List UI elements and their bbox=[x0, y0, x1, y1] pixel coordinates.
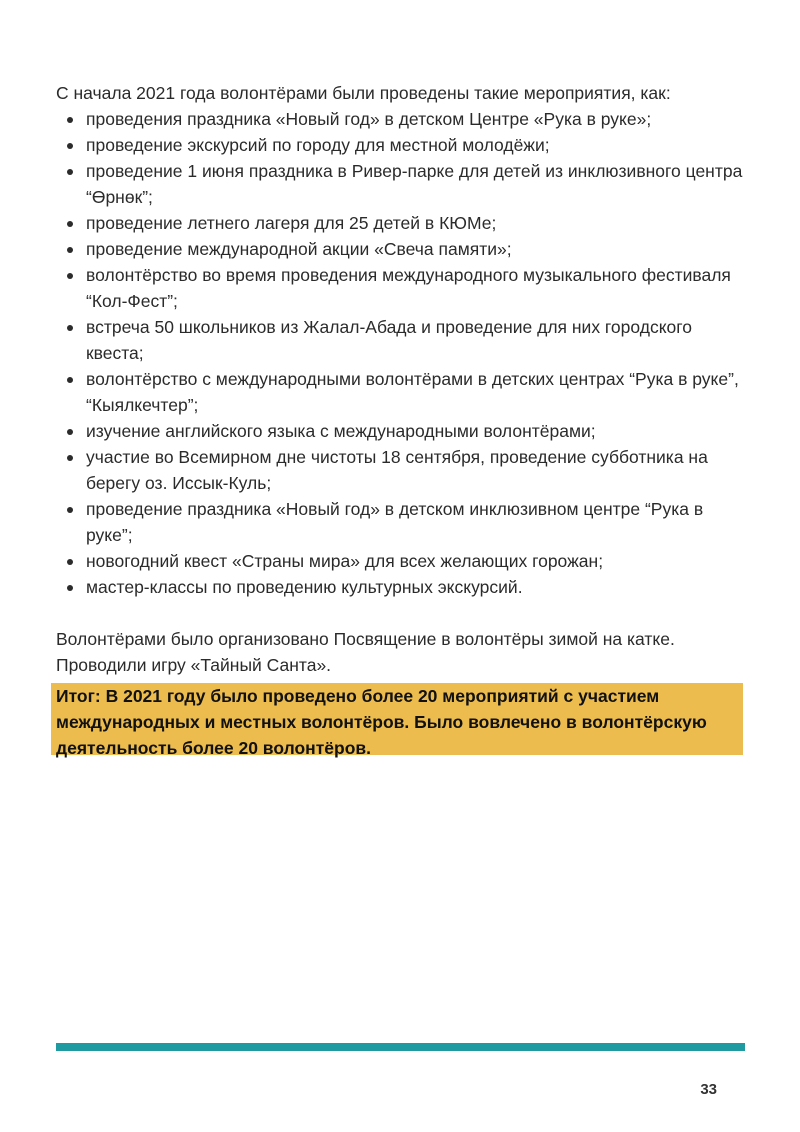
list-item: изучение английского языка с международными волонтёрами; bbox=[86, 418, 746, 444]
list-item: проведение 1 июня праздника в Ривер-парке для детей из инклюзивного центра “Өрнөк”; bbox=[86, 158, 746, 210]
events-list bbox=[56, 106, 746, 600]
list-item: проведение международной акции «Свеча памяти»; bbox=[86, 236, 746, 262]
intro-text: С начала 2021 года волонтёрами были проведены такие мероприятия, как: bbox=[56, 83, 671, 103]
list-item: новогодний квест «Страны мира» для всех желающих горожан; bbox=[86, 548, 746, 574]
summary-highlight-box bbox=[51, 683, 743, 758]
footer-divider bbox=[56, 1043, 745, 1051]
body-paragraph: Волонтёрами было организовано Посвящение в волонтёры зимой на катке. Проводили игру «Тайный Санта». bbox=[56, 629, 675, 675]
list-item: проведение экскурсий по городу для местной молодёжи; bbox=[86, 132, 746, 158]
list-item: встреча 50 школьников из Жалал-Абада и проведение для них городского квеста; bbox=[86, 314, 746, 366]
list-item: участие во Всемирном дне чистоты 18 сентября, проведение субботника на берегу оз. Иссык-Куль; bbox=[86, 444, 746, 496]
page-number: 33 bbox=[700, 1081, 717, 1098]
list-item: проведение летнего лагеря для 25 детей в КЮМе; bbox=[86, 210, 746, 236]
list-item: проведение праздника «Новый год» в детском инклюзивном центре “Рука в руке”; bbox=[86, 496, 746, 548]
list-item: волонтёрство во время проведения международного музыкального фестиваля “Кол-Фест”; bbox=[86, 262, 746, 314]
list-item: волонтёрство с международными волонтёрами в детских центрах “Рука в руке”, “Кыялкечтер”; bbox=[86, 366, 746, 418]
list-item: мастер-классы по проведению культурных экскурсий. bbox=[86, 574, 746, 600]
list-item: проведения праздника «Новый год» в детском Центре «Рука в руке»; bbox=[86, 106, 746, 132]
summary-text: Итог: В 2021 году было проведено более 20 мероприятий с участием международных и местных волонтёров. Было вовлечено в волонтёрскую деятельность более 20 волонтёров. bbox=[56, 686, 707, 758]
page-content bbox=[56, 80, 746, 678]
